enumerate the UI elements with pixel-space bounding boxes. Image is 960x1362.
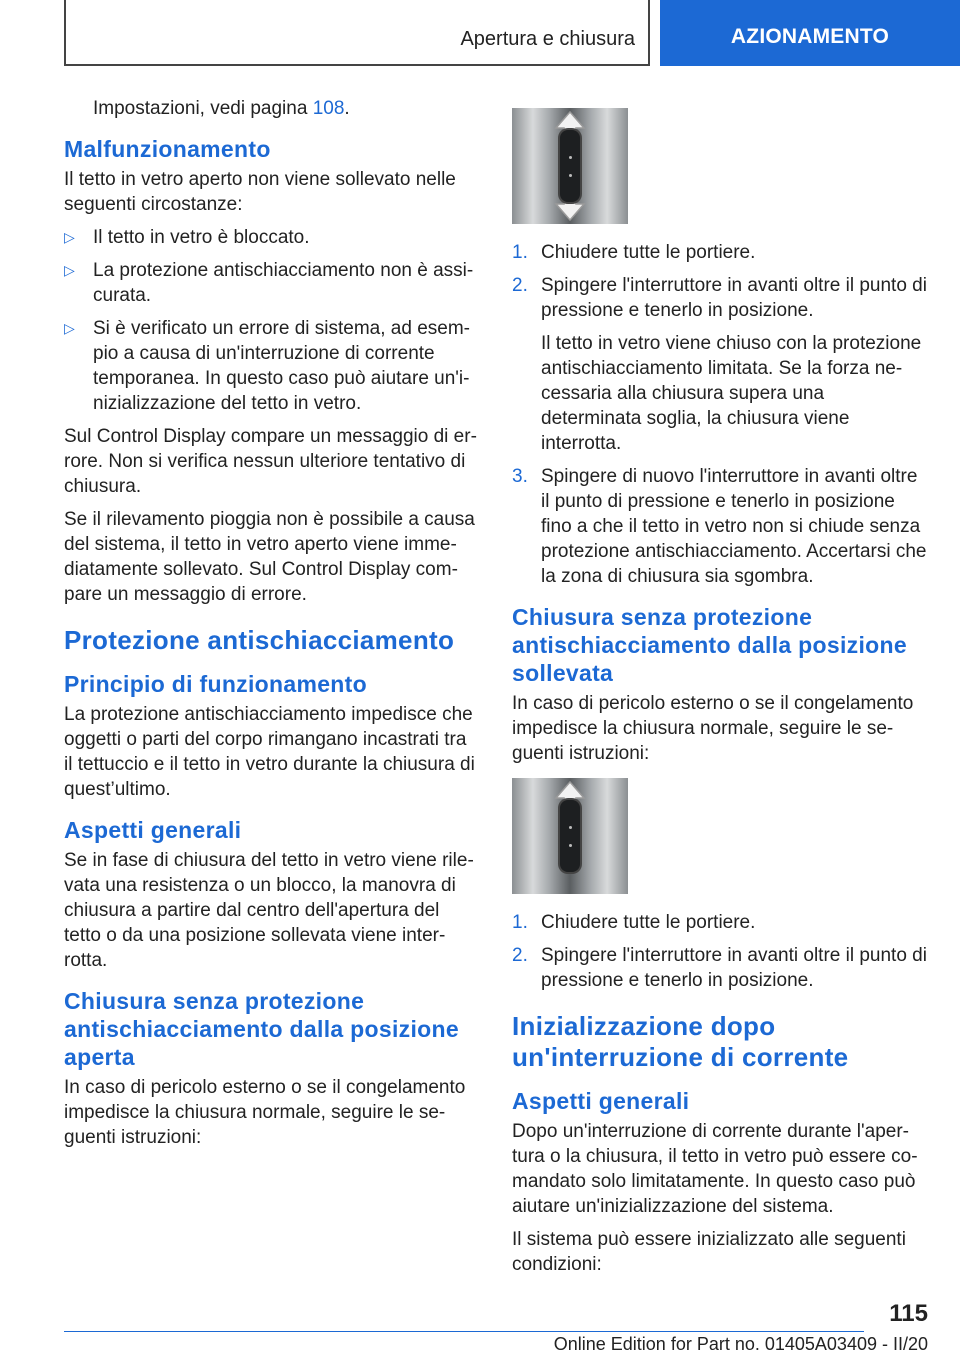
triangle-bullet-icon: ▷ [64, 229, 75, 245]
close-open-text: In caso di pericolo esterno o se il congelamento impedisce la chiusura normale, seguire le se-guenti istruzioni: [64, 1077, 466, 1148]
section-title: Apertura e chiusura [460, 28, 635, 50]
step-number: 2. [512, 275, 528, 296]
list-item [512, 273, 928, 456]
list-item [64, 225, 479, 250]
left-column [64, 96, 479, 1158]
page-header [0, 0, 960, 66]
reference-text: Impostazioni, vedi pagina [93, 98, 313, 119]
switch-dot [569, 826, 572, 829]
switch-graphic [560, 130, 580, 202]
step-number: 3. [512, 466, 528, 487]
switch-graphic [560, 800, 580, 872]
step-note: Il tetto in vetro viene chiuso con la protezione antischiacciamento limitata. Se la forza ne-cessaria alla chiusura supera una determinata soglia, la chiusura viene interrotta. [541, 333, 922, 454]
step-text: Spingere l'interruttore in avanti oltre il punto di pressione e tenerlo in posizione. [541, 275, 927, 321]
settings-reference [64, 96, 479, 121]
heading-general: Aspetti generali [64, 817, 242, 843]
malfunction-paragraph-2: Se il rilevamento pioggia non è possibile a causa del sistema, il tetto in vetro aperto viene imme-diatamente sollevato. Sul Control Display com-pare un messaggio di errore. [64, 509, 475, 605]
general-text: Se in fase di chiusura del tetto in vetro viene rile-vata una resistenza o un blocco, la manovra di chiusura a partire dal centro dell'apertura del tetto o da una posizione sollevata viene inter-rotta. [64, 850, 474, 971]
step-text: Chiudere tutte le portiere. [541, 912, 756, 933]
switch-figure-1 [512, 108, 628, 224]
list-item-text: Si è verificato un errore di sistema, ad esem-pio a causa di un'interruzione di corrente temporanea. In questo caso può aiutare un'i-nizializzazione del tetto in vetro. [93, 318, 470, 414]
step-number: 1. [512, 242, 528, 263]
init-paragraph-2: Il sistema può essere inizializzato alle seguenti condizioni: [512, 1229, 906, 1275]
switch-dot [569, 174, 572, 177]
page-link[interactable]: 108 [312, 98, 345, 119]
footer-rule [64, 1331, 864, 1332]
close-raised-text: In caso di pericolo esterno o se il congelamento impedisce la chiusura normale, seguire le se-guenti istruzioni: [512, 693, 914, 764]
switch-dot [569, 156, 572, 159]
step-text: Spingere l'interruttore in avanti oltre il punto di pressione e tenerlo in posizione. [541, 945, 927, 991]
principle-text: La protezione antischiacciamento impedisce che oggetti o parti del corpo rimangano incastrati tra il tettuccio e il tetto in vetro durante la chiusura di quest’ultimo. [64, 704, 475, 800]
malfunction-intro: Il tetto in vetro aperto non viene sollevato nelle seguenti circostanze: [64, 169, 456, 215]
switch-figure-2 [512, 778, 628, 894]
heading-malfunction: Malfunzionamento [64, 136, 271, 162]
heading-protection: Protezione antischiacciamento [64, 625, 455, 655]
malfunction-paragraph-1: Sul Control Display compare un messaggio di er-rore. Non si verifica nessun ulteriore tentativo di chiusura. [64, 426, 477, 497]
step-number: 1. [512, 912, 528, 933]
heading-close-raised: Chiusura senza protezione antischiacciamento dalla posizione sollevata [512, 604, 907, 686]
right-column [512, 96, 928, 1285]
step-text: Chiudere tutte le portiere. [541, 242, 756, 263]
step-number: 2. [512, 945, 528, 966]
list-item [512, 464, 928, 589]
heading-principle: Principio di funzionamento [64, 671, 367, 697]
step-text: Spingere di nuovo l'interruttore in avanti oltre il punto di pressione e tenerlo in posizione fino a che il tetto in vetro non si chiude senza protezione antischiacciamento. Accertarsi che la zona di chiusura sia sgombra. [541, 466, 927, 587]
triangle-bullet-icon: ▷ [64, 320, 75, 336]
list-item-text: La protezione antischiacciamento non è assi-curata. [93, 260, 474, 306]
steps-list-2 [512, 910, 928, 993]
list-item [512, 943, 928, 993]
malfunction-list [64, 225, 479, 416]
chapter-tab: AZIONAMENTO [660, 0, 960, 66]
heading-init-general: Aspetti generali [512, 1088, 690, 1114]
heading-initialization: Inizializzazione dopo un'interruzione di corrente [512, 1011, 849, 1072]
header-bottom-rule [64, 64, 648, 66]
header-divider [648, 0, 650, 66]
list-item [64, 316, 479, 416]
list-item [512, 910, 928, 935]
init-paragraph-1: Dopo un'interruzione di corrente durante l'aper-tura o la chiusura, il tetto in vetro può essere co-mandato solo limitatamente. In questo caso può aiutare un'inizializzazione del sistema. [512, 1121, 918, 1217]
header-left-rule [64, 0, 66, 66]
list-item-text: Il tetto in vetro è bloccato. [93, 227, 310, 248]
steps-list-1 [512, 240, 928, 589]
heading-close-open: Chiusura senza protezione antischiacciamento dalla posizione aperta [64, 988, 459, 1070]
switch-dot [569, 844, 572, 847]
reference-period: . [344, 98, 350, 119]
triangle-bullet-icon: ▷ [64, 262, 75, 278]
list-item [512, 240, 928, 265]
edition-note: Online Edition for Part no. 01405A03409 - II/20 [553, 1334, 928, 1354]
list-item [64, 258, 479, 308]
page-number: 115 [889, 1300, 928, 1327]
